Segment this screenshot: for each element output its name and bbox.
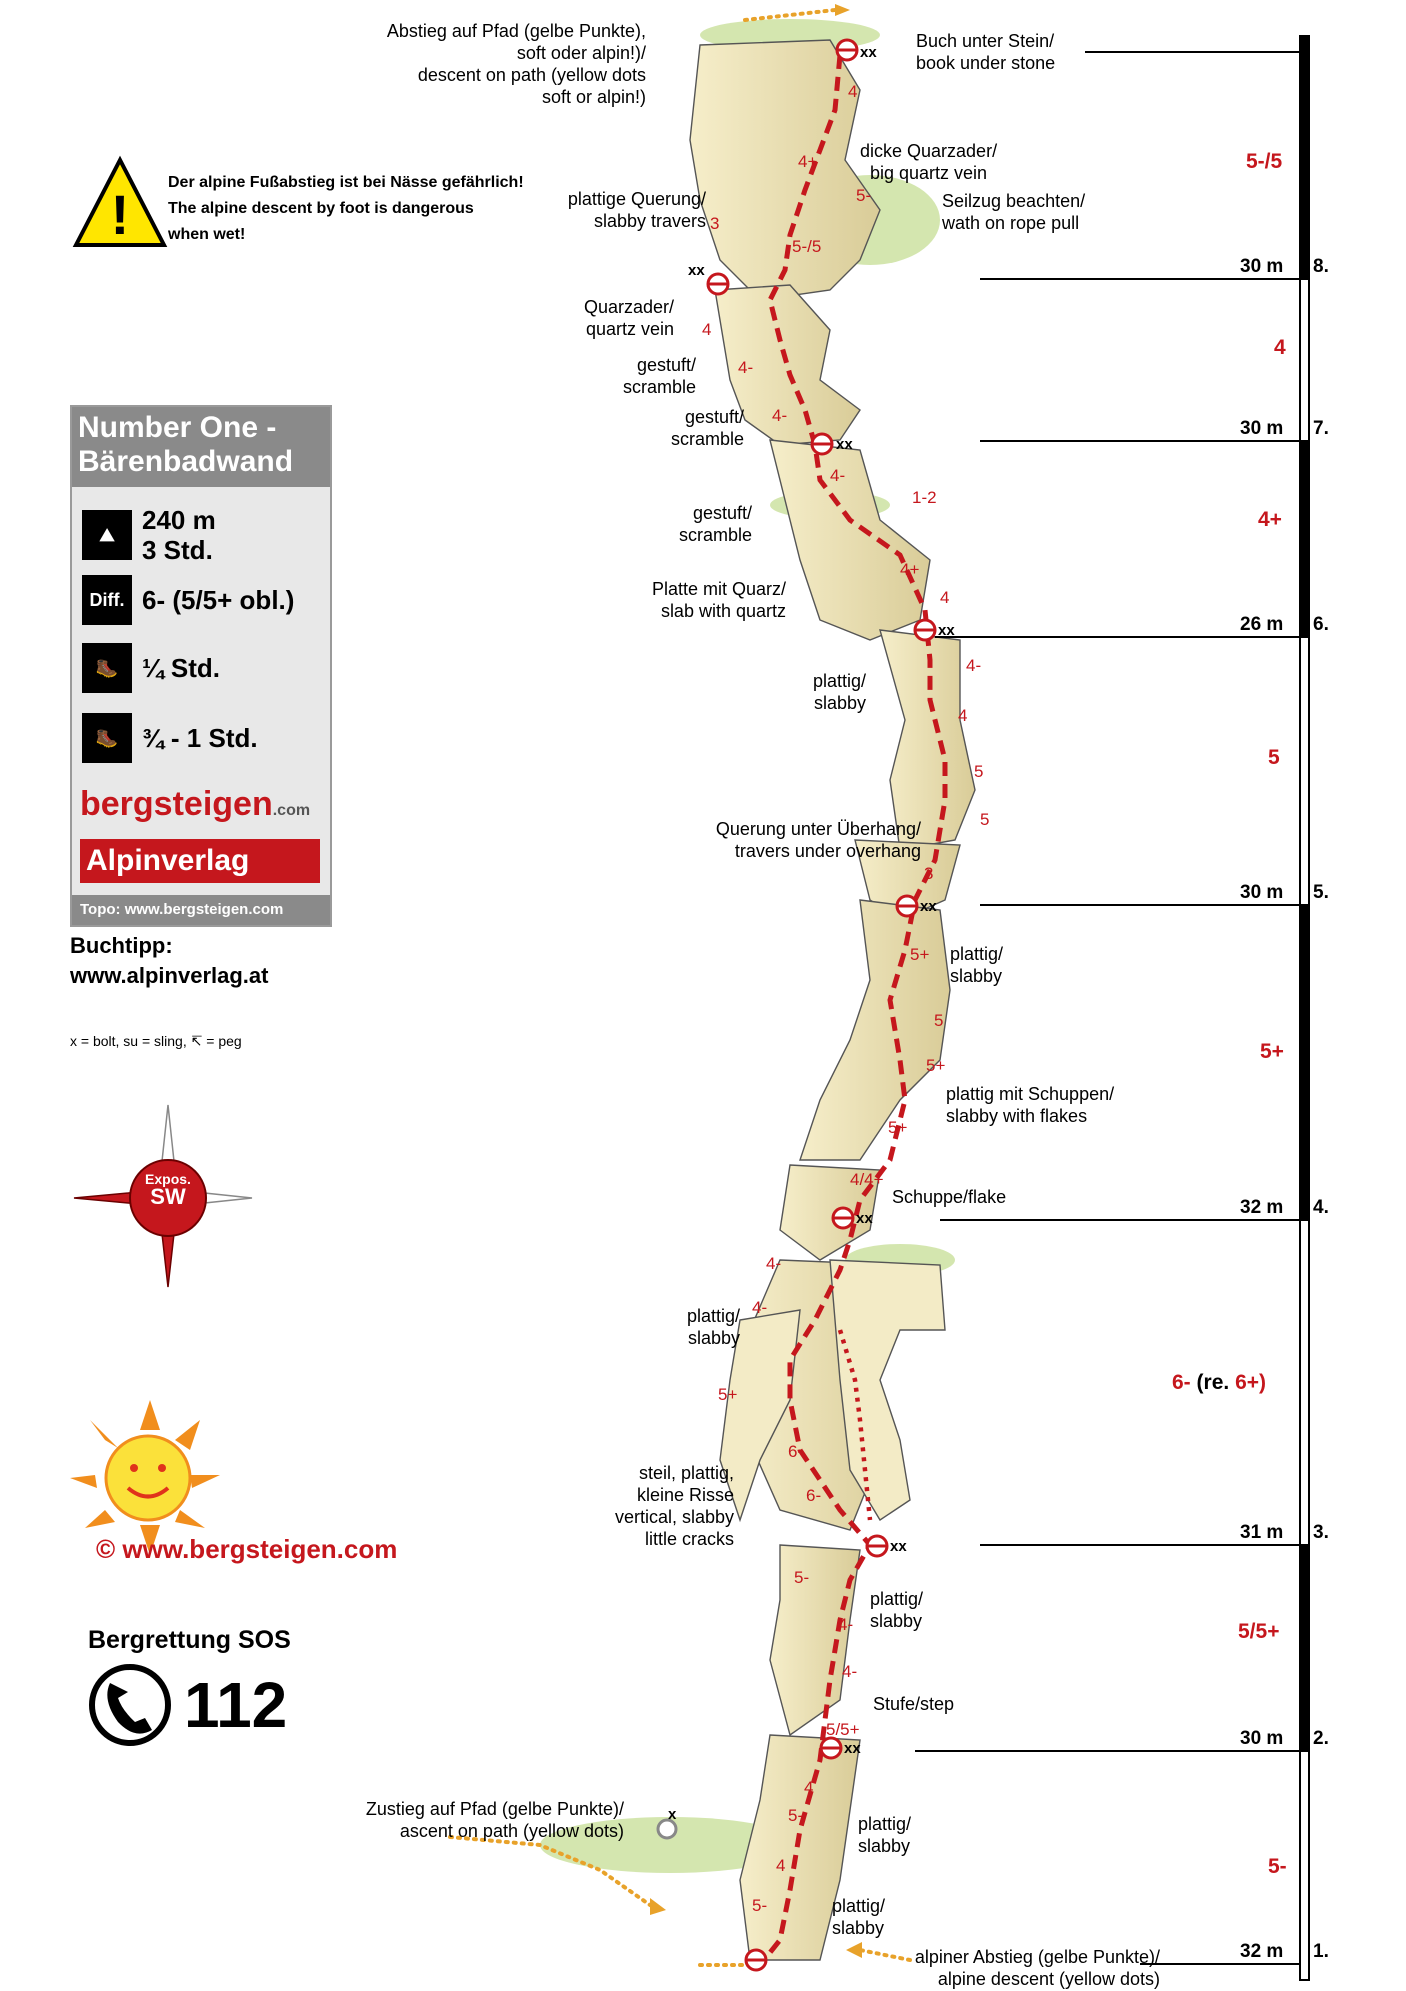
route-grade: 6- — [806, 1486, 822, 1505]
bergsteigen-logo — [80, 785, 310, 824]
route-grade: 4 — [804, 1778, 814, 1797]
approach-row — [82, 643, 220, 693]
note-slabby-1: plattig/ slabby — [812, 671, 866, 713]
hiker-down-icon: 🥾 — [82, 713, 132, 763]
booktip-label: Buchtipp: — [70, 933, 173, 958]
note-slab-quartz: Platte mit Quarz/ slab with quartz — [651, 579, 786, 621]
belay-xx-mark: xx — [844, 1740, 861, 1757]
note-scramble-3: gestuft/ scramble — [678, 503, 752, 545]
note-book: Buch unter Stein/ book under stone — [916, 31, 1056, 73]
pitch-4-grade: 5+ — [1260, 1040, 1284, 1063]
phone-icon — [92, 1667, 168, 1743]
route-grade: 4- — [752, 1298, 768, 1317]
approach-time: ¼ Std. — [142, 653, 221, 683]
pitch-1-length: 32 m — [1240, 1941, 1284, 1962]
route-grade: 4- — [842, 1662, 858, 1681]
route-grade: 5-/5 — [792, 237, 822, 256]
warning-line-2: The alpine descent by foot is dangerous — [168, 200, 474, 217]
note-scramble-2: gestuft/ scramble — [670, 407, 744, 449]
route-length: 240 m — [142, 505, 216, 535]
pitch-2-length: 30 m — [1240, 1728, 1284, 1749]
topo-credit: Topo: www.bergsteigen.com — [72, 895, 330, 925]
route-grade: 5/5+ — [826, 1720, 860, 1739]
pitch-3-grade-main: 6- — [1172, 1371, 1191, 1394]
route-grade: 5+ — [718, 1385, 738, 1404]
route-grade: 5- — [856, 186, 872, 205]
route-grade: 4/4+ — [850, 1170, 884, 1189]
pitch-3-num: 3. — [1313, 1522, 1329, 1543]
pitch-7-length: 30 m — [1240, 418, 1284, 439]
route-grade: 5- — [752, 1896, 768, 1915]
pitch-8-length: 30 m — [1240, 256, 1284, 277]
pitch-8-num: 8. — [1313, 256, 1329, 277]
pitch-3-grade — [1172, 1371, 1266, 1395]
route-grade: 4- — [966, 656, 982, 675]
bergsteigen-logo-text: bergsteigen — [80, 785, 273, 823]
pitch-6-length: 26 m — [1240, 614, 1284, 635]
route-grade: 5+ — [910, 945, 930, 964]
svg-text:!: ! — [110, 183, 130, 246]
pitch-7-num: 7. — [1313, 418, 1329, 439]
note-slabby-4: plattig/ slabby — [870, 1589, 924, 1631]
route-info-box — [70, 405, 332, 927]
route-grade: 4- — [766, 1254, 782, 1273]
note-slabby-6: plattig/ slabby — [832, 1896, 886, 1938]
route-grade: 5+ — [926, 1056, 946, 1075]
difficulty-row — [82, 575, 294, 625]
note-slabby-5: plattig/ slabby — [858, 1814, 912, 1856]
rescue-number: 112 — [184, 1669, 288, 1741]
warning-triangle-icon — [76, 160, 164, 246]
route-grade: 5- — [794, 1568, 810, 1587]
pitch-scale — [915, 52, 1300, 1964]
pitch-4-length: 32 m — [1240, 1197, 1284, 1218]
belay-xx-mark: xx — [688, 262, 705, 279]
route-grade: 5 — [980, 810, 990, 829]
copyright: © www.bergsteigen.com — [96, 1534, 398, 1564]
belay-xx-mark: xx — [890, 1538, 907, 1555]
route-time: 3 Std. — [142, 535, 213, 565]
route-grade: 6- — [788, 1442, 804, 1461]
length-row — [82, 505, 216, 565]
route-grade: 3 — [924, 864, 934, 883]
route-grade: 4- — [738, 358, 754, 377]
pitch-2-num: 2. — [1313, 1728, 1329, 1749]
note-scramble-1: gestuft/ scramble — [622, 355, 696, 397]
pitch-5-length: 30 m — [1240, 882, 1284, 903]
pitch-7-grade: 4 — [1274, 336, 1286, 359]
note-quartz-vein: Quarzader/ quartz vein — [583, 297, 674, 339]
pitch-3-grade-alt: 6+) — [1235, 1371, 1266, 1394]
pitch-8-grade: 5-/5 — [1246, 150, 1283, 173]
peg-icon: ↸ — [190, 1033, 207, 1049]
descent-time: ¾ - 1 Std. — [142, 723, 258, 753]
pitch-1-grade: 5- — [1268, 1855, 1287, 1878]
pitch-3-length: 31 m — [1240, 1522, 1284, 1543]
bolt-legend — [70, 1030, 242, 1052]
warning-line-1: Der alpine Fußabstieg ist bei Nässe gefährlich! — [168, 174, 524, 191]
route-grade: 4 — [940, 588, 950, 607]
route-grade: 4- — [830, 466, 846, 485]
route-grade: 4- — [772, 406, 788, 425]
pitch-6-grade: 4+ — [1258, 508, 1282, 531]
note-step: Stufe/step — [873, 1694, 955, 1714]
rescue-label: Bergrettung SOS — [88, 1626, 291, 1654]
belay-xx-mark: xx — [856, 1210, 873, 1227]
note-alpine-descent: alpiner Abstieg (gelbe Punkte)/ alpine descent (yellow dots) — [914, 1947, 1160, 1989]
pitch-1-num: 1. — [1313, 1941, 1329, 1962]
route-grade: 4 — [702, 320, 712, 339]
note-traverse-overhang: Querung unter Überhang/ travers under overhang — [715, 819, 921, 861]
compass-value: SW — [150, 1184, 186, 1209]
note-approach: Zustieg auf Pfad (gelbe Punkte)/ ascent on path (yellow dots) — [365, 1799, 624, 1841]
pitch-2-grade: 5/5+ — [1238, 1620, 1280, 1643]
note-descent-top: Abstieg auf Pfad (gelbe Punkte), soft oder alpin!)/ descent on path (yellow dots soft or alpin!) — [386, 21, 646, 107]
belay-xx-mark: xx — [836, 436, 853, 453]
peg-legend-text: = peg — [206, 1033, 242, 1049]
route-grade: 5 — [974, 762, 984, 781]
route-title: Number One - Bärenbadwand — [72, 407, 330, 487]
belay-xx-mark: xx — [920, 898, 937, 915]
belay-x-mark: x — [668, 1806, 677, 1823]
route-grade: 1-2 — [912, 488, 937, 507]
pitch-bar — [1300, 36, 1309, 1980]
route-grade: 4- — [838, 1615, 854, 1634]
difficulty-icon: Diff. — [82, 575, 132, 625]
sun-icon — [70, 1400, 220, 1555]
route-grade: 4 — [958, 706, 968, 725]
route-grade: 4 — [848, 82, 858, 101]
note-rope-pull: Seilzug beachten/ wath on rope pull — [942, 191, 1086, 233]
descent-row — [82, 713, 258, 763]
route-difficulty: 6- (5/5+ obl.) — [142, 585, 295, 615]
booktip-url[interactable]: www.alpinverlag.at — [70, 963, 269, 988]
note-slabby-3: plattig/ slabby — [686, 1306, 740, 1348]
pitch-5-num: 5. — [1313, 882, 1329, 903]
belay-xx-mark: xx — [860, 44, 877, 61]
route-grade: 3 — [710, 214, 720, 233]
route-grade: 5 — [934, 1011, 944, 1030]
route-grade: 5- — [788, 1806, 804, 1825]
bolt-legend-text: x = bolt, su = sling, — [70, 1033, 187, 1049]
route-grade: 4 — [776, 1856, 786, 1875]
route-grade: 5+ — [888, 1118, 908, 1137]
note-slabby-2: plattig/ slabby — [950, 944, 1004, 986]
note-steep: steil, plattig, kleine Risse vertical, slabby little cracks — [614, 1463, 734, 1549]
note-flake: Schuppe/flake — [892, 1187, 1007, 1207]
climber-icon: ⛰ — [82, 510, 132, 560]
compass-label: Expos. — [145, 1171, 191, 1187]
route-grade: 4+ — [900, 560, 920, 579]
note-quartz-big: dicke Quarzader/ big quartz vein — [860, 141, 998, 183]
hiker-up-icon: 🥾 — [82, 643, 132, 693]
note-slabby-flakes: plattig mit Schuppen/ slabby with flakes — [946, 1084, 1115, 1126]
pitch-6-num: 6. — [1313, 614, 1329, 635]
bergsteigen-logo-suffix: .com — [272, 802, 311, 819]
pitch-4-num: 4. — [1313, 1197, 1329, 1218]
alpinverlag-logo: Alpinverlag — [80, 839, 320, 883]
pitch-5-grade: 5 — [1268, 746, 1280, 769]
note-slabby-trav: plattige Querung/ slabby travers — [567, 189, 706, 231]
pitch-3-grade-re: (re. — [1196, 1371, 1230, 1394]
belay-xx-mark: xx — [938, 622, 955, 639]
route-grade: 4+ — [798, 152, 818, 171]
warning-line-3: when wet! — [168, 226, 246, 243]
